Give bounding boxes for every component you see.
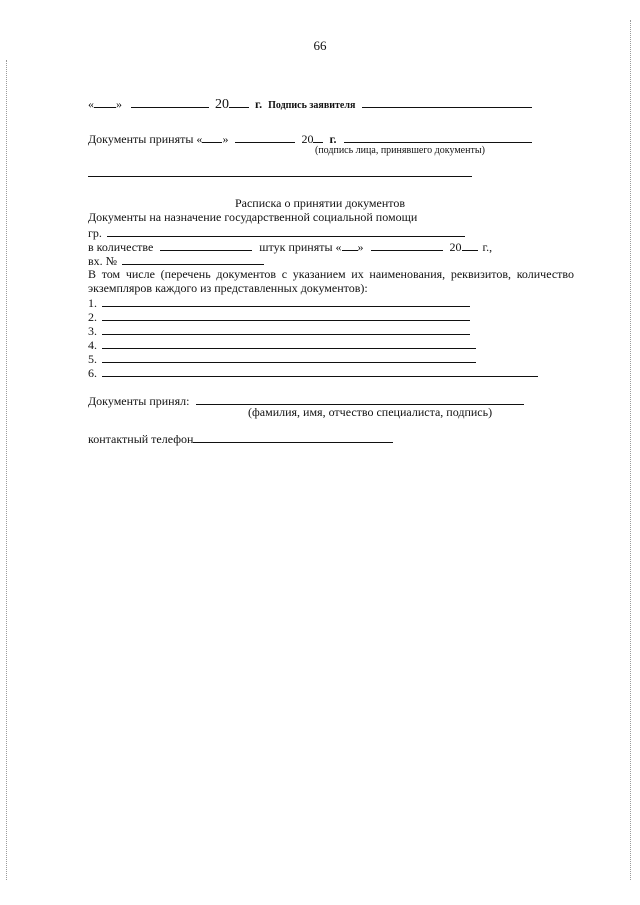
accepted-caption: (подпись лица, принявшего документы) [315,145,485,156]
list-item [88,323,470,338]
list-item-number: 3. [88,324,97,338]
receipt-subtitle: Документы на назначение государственной социальной помощи [88,210,418,224]
accepted-year-suffix: г. [329,132,337,146]
quantity-label: в количестве [88,240,154,254]
contact-label: контактный телефон [88,432,194,446]
applicant-signature-blank[interactable] [362,96,532,108]
scan-edge-left [6,60,8,880]
scan-edge-right [630,20,632,880]
separator-line [88,176,472,177]
month-blank[interactable] [131,96,209,108]
accepted-year-prefix: 20 [301,132,314,146]
accepted-line [88,131,532,146]
list-item [88,295,470,310]
citizen-label: гр. [88,226,102,240]
receipt-year-blank[interactable] [462,239,478,251]
accepted-signature-blank[interactable] [344,131,532,143]
including-text: В том числе (перечень документов с указанием их наименования, реквизитов, количество экземпляров каждого из представленных документов): [88,267,574,295]
quantity-blank[interactable] [160,239,252,251]
quote-open: « [88,97,94,111]
incoming-number-blank[interactable] [122,253,264,265]
list-item [88,309,470,324]
receipt-year-prefix: 20 [449,240,462,254]
list-item-number: 5. [88,352,97,366]
incoming-label: вх. № [88,254,118,268]
list-item-blank[interactable] [102,337,476,349]
day-blank[interactable] [94,96,116,108]
accepted-year-blank[interactable] [313,131,323,143]
contact-row [88,431,393,446]
list-item-blank[interactable] [102,365,538,377]
incoming-row [88,253,264,268]
pieces-label: штук приняты « [259,240,342,254]
applicant-signature-label: Подпись заявителя [268,100,356,111]
receipt-quote-close: » [357,240,364,254]
specialist-caption: (фамилия, имя, отчество специалиста, подпись) [248,405,493,419]
year-suffix: г. [255,97,263,111]
specialist-label: Документы принял: [88,394,190,408]
accepted-month-blank[interactable] [235,131,295,143]
quote-close: » [116,97,122,111]
citizen-blank[interactable] [107,225,465,237]
list-item-number: 6. [88,366,97,380]
receipt-month-blank[interactable] [371,239,443,251]
specialist-blank[interactable] [196,393,524,405]
accepted-quote-close: » [222,132,229,146]
list-item [88,365,538,380]
receipt-day-blank[interactable] [342,239,358,251]
receipt-title: Расписка о принятии документов [234,196,406,210]
list-item-number: 1. [88,296,97,310]
accepted-label: Документы приняты « [88,132,203,146]
list-item-blank[interactable] [102,351,476,363]
list-item-blank[interactable] [102,309,470,321]
list-item [88,351,476,366]
list-item-number: 4. [88,338,97,352]
contact-phone-blank[interactable] [193,431,393,443]
quantity-row [88,239,492,254]
list-item-number: 2. [88,310,97,324]
list-item-blank[interactable] [102,295,470,307]
applicant-line [88,96,532,112]
year-blank[interactable] [229,96,249,108]
accepted-day-blank[interactable] [202,131,222,143]
year-prefix: 20 [215,97,229,112]
receipt-year-suffix: г., [482,240,493,254]
page-number: 66 [313,38,327,53]
list-item [88,337,476,352]
list-item-blank[interactable] [102,323,470,335]
citizen-row [88,225,465,240]
